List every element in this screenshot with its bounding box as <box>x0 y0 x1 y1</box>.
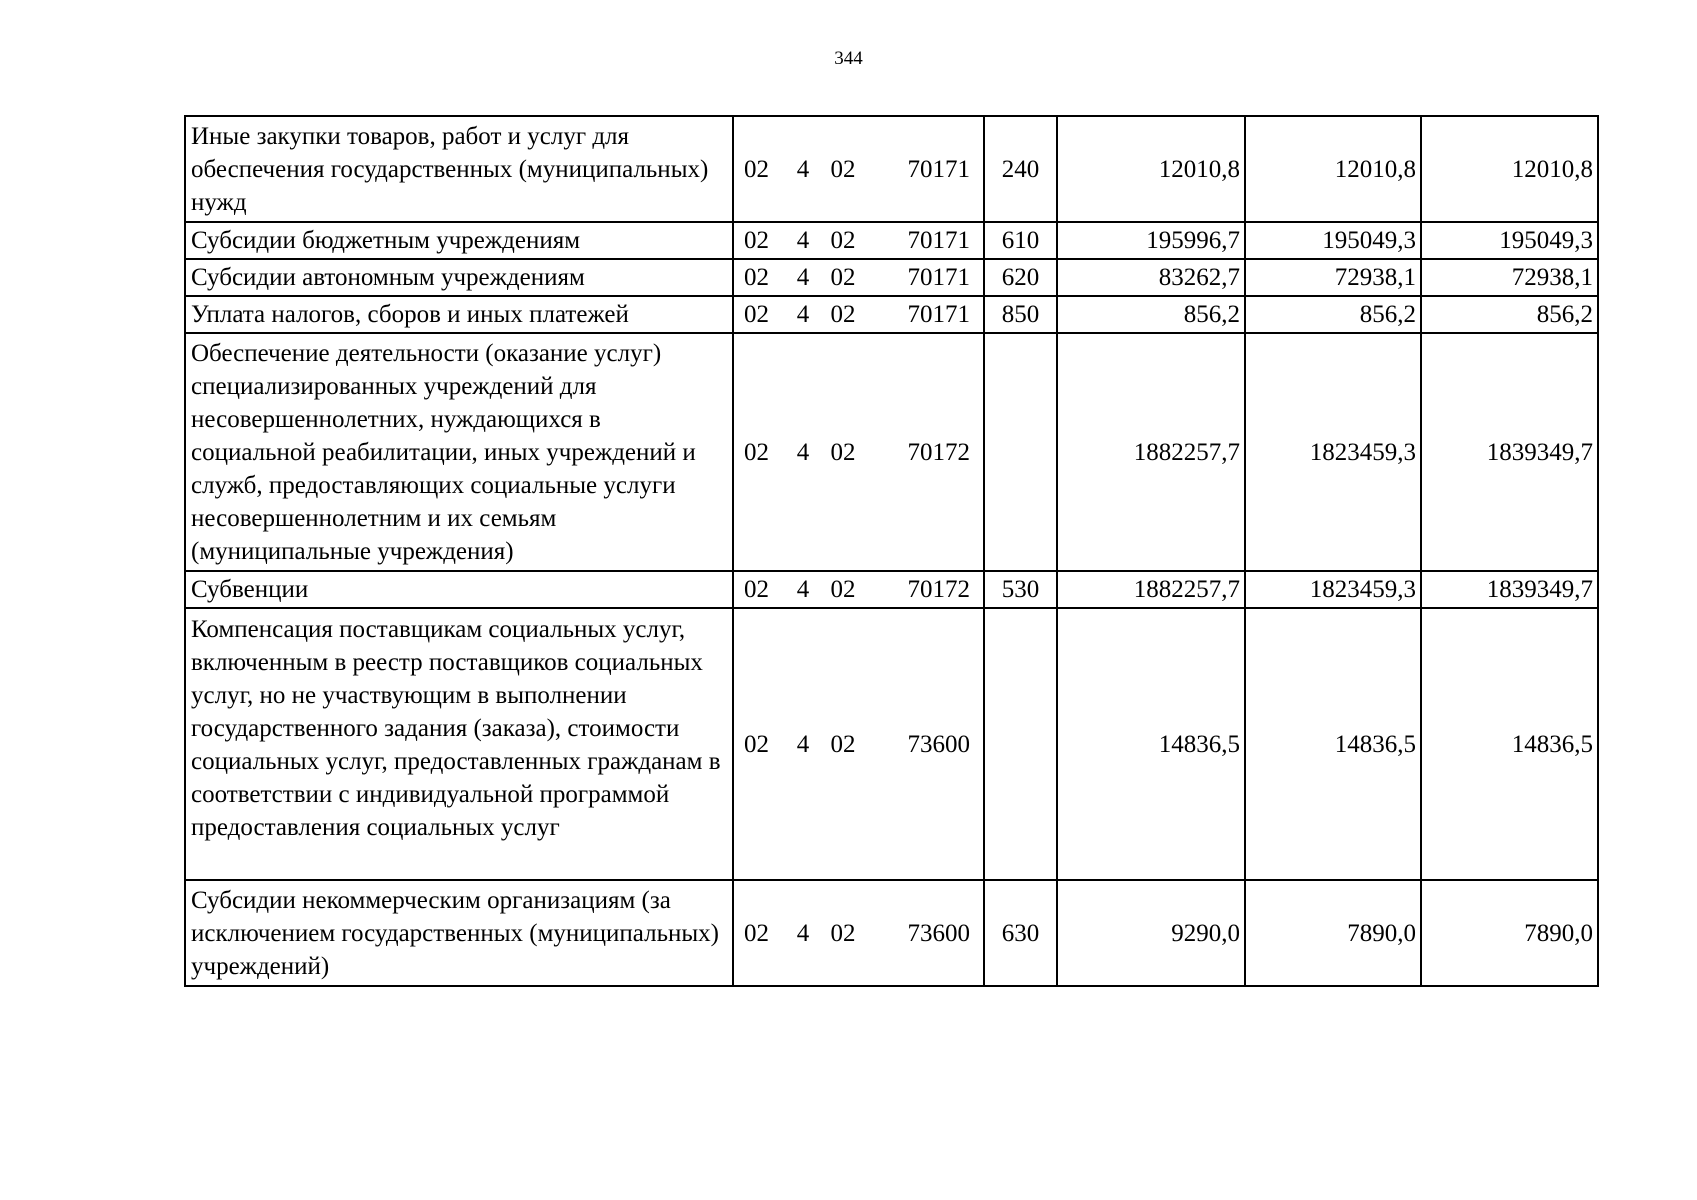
row-name: Субвенции <box>185 571 733 608</box>
row-value-2: 856,2 <box>1245 296 1421 333</box>
row-value-1: 1882257,7 <box>1057 333 1245 571</box>
code-program: 4 <box>796 438 810 466</box>
row-codes <box>733 880 984 986</box>
row-value-1: 12010,8 <box>1057 116 1245 222</box>
row-value-2: 14836,5 <box>1245 608 1421 880</box>
code-section: 02 <box>744 227 769 254</box>
row-value-2: 1823459,3 <box>1245 571 1421 608</box>
row-name: Субсидии некоммерческим организациям (за исключением государственных (муниципальных) учреждений) <box>185 880 733 986</box>
code-section: 02 <box>744 301 769 328</box>
row-codes <box>733 116 984 222</box>
table-row <box>185 296 1598 333</box>
row-value-1: 9290,0 <box>1057 880 1245 986</box>
table-row <box>185 222 1598 259</box>
row-expense-type <box>984 608 1057 880</box>
code-direction: 70171 <box>907 227 970 254</box>
code-program: 4 <box>796 264 810 291</box>
page-number: 344 <box>834 48 863 69</box>
row-value-3: 1839349,7 <box>1421 571 1598 608</box>
row-value-1: 195996,7 <box>1057 222 1245 259</box>
row-name: Уплата налогов, сборов и иных платежей <box>185 296 733 333</box>
table-row <box>185 571 1598 608</box>
row-expense-type: 530 <box>984 571 1057 608</box>
code-subprogram: 02 <box>830 438 856 466</box>
code-direction: 70171 <box>907 155 970 183</box>
code-direction: 70171 <box>907 301 970 328</box>
code-section: 02 <box>744 155 769 183</box>
row-codes <box>733 259 984 296</box>
code-program: 4 <box>796 301 810 328</box>
budget-table <box>184 115 1599 987</box>
code-subprogram: 02 <box>830 301 856 328</box>
code-section: 02 <box>744 576 769 603</box>
row-value-3: 72938,1 <box>1421 259 1598 296</box>
row-codes <box>733 296 984 333</box>
row-expense-type <box>984 333 1057 571</box>
row-value-2: 12010,8 <box>1245 116 1421 222</box>
code-program: 4 <box>796 730 810 758</box>
row-value-3: 12010,8 <box>1421 116 1598 222</box>
row-name: Субсидии автономным учреждениям <box>185 259 733 296</box>
table-row <box>185 880 1598 986</box>
table-row <box>185 333 1598 571</box>
code-program: 4 <box>796 919 810 947</box>
row-value-2: 7890,0 <box>1245 880 1421 986</box>
row-value-3: 7890,0 <box>1421 880 1598 986</box>
code-direction: 73600 <box>907 919 970 947</box>
code-section: 02 <box>744 919 769 947</box>
code-section: 02 <box>744 730 769 758</box>
row-codes <box>733 571 984 608</box>
row-value-3: 856,2 <box>1421 296 1598 333</box>
table-row <box>185 116 1598 222</box>
code-section: 02 <box>744 264 769 291</box>
code-subprogram: 02 <box>830 155 856 183</box>
code-direction: 70172 <box>907 576 970 603</box>
row-expense-type: 240 <box>984 116 1057 222</box>
row-value-1: 1882257,7 <box>1057 571 1245 608</box>
row-name: Субсидии бюджетным учреждениям <box>185 222 733 259</box>
row-value-3: 1839349,7 <box>1421 333 1598 571</box>
code-direction: 73600 <box>907 730 970 758</box>
row-value-1: 14836,5 <box>1057 608 1245 880</box>
row-expense-type: 630 <box>984 880 1057 986</box>
row-codes <box>733 333 984 571</box>
row-value-2: 195049,3 <box>1245 222 1421 259</box>
code-direction: 70172 <box>907 438 970 466</box>
row-expense-type: 850 <box>984 296 1057 333</box>
row-expense-type: 620 <box>984 259 1057 296</box>
row-value-2: 72938,1 <box>1245 259 1421 296</box>
code-subprogram: 02 <box>830 264 856 291</box>
row-name: Компенсация поставщикам социальных услуг, включенным в реестр поставщиков социальных услуг, но не участвующим в выполнении государственного задания (заказа), стоимости социальных услуг, предоставленных гражданам в соответствии с индивидуальной программой предоставления социальных услуг <box>185 608 733 880</box>
table-row <box>185 259 1598 296</box>
code-subprogram: 02 <box>830 730 856 758</box>
row-value-3: 195049,3 <box>1421 222 1598 259</box>
code-subprogram: 02 <box>830 576 856 603</box>
row-name: Обеспечение деятельности (оказание услуг) специализированных учреждений для несовершеннолетних, нуждающихся в социальной реабилитации, иных учреждений и служб, предоставляющих социальные услуги несовершеннолетним и их семьям (муниципальные учреждения) <box>185 333 733 571</box>
row-codes <box>733 222 984 259</box>
row-name: Иные закупки товаров, работ и услуг для обеспечения государственных (муниципальных) нужд <box>185 116 733 222</box>
row-codes <box>733 608 984 880</box>
row-value-1: 83262,7 <box>1057 259 1245 296</box>
code-program: 4 <box>796 576 810 603</box>
code-direction: 70171 <box>907 264 970 291</box>
row-value-3: 14836,5 <box>1421 608 1598 880</box>
code-program: 4 <box>796 227 810 254</box>
code-program: 4 <box>796 155 810 183</box>
table-row <box>185 608 1598 880</box>
row-expense-type: 610 <box>984 222 1057 259</box>
row-value-2: 1823459,3 <box>1245 333 1421 571</box>
code-subprogram: 02 <box>830 227 856 254</box>
row-value-1: 856,2 <box>1057 296 1245 333</box>
code-subprogram: 02 <box>830 919 856 947</box>
code-section: 02 <box>744 438 769 466</box>
